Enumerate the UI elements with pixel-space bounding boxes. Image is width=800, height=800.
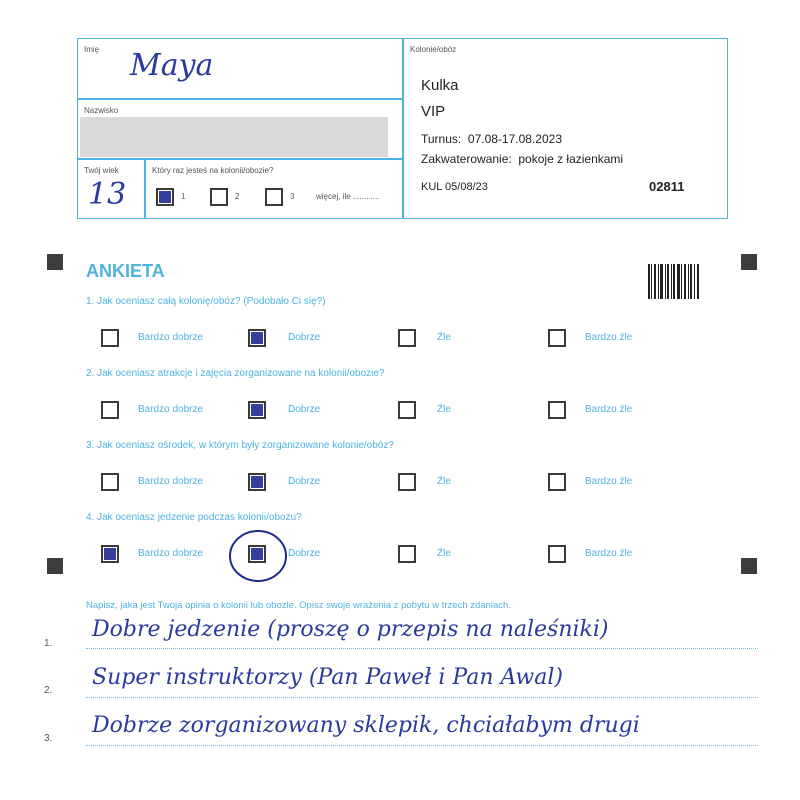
question-4-option-4-label: Bardzo źle bbox=[585, 548, 633, 559]
name-value: Maya bbox=[130, 48, 214, 83]
age-divider bbox=[144, 158, 146, 219]
question-4-option-1-label: Bardzo dobrze bbox=[138, 548, 204, 559]
opinion-prompt: Napisz, jaka jest Twoja opinia o kolonii lub obozie. Opisz swoje wrażenia z pobytu w trzech zdaniach. bbox=[86, 600, 511, 611]
question-2-checkbox-1[interactable] bbox=[101, 401, 119, 419]
name-label: Imię bbox=[84, 45, 100, 54]
opinion-line-number-1: 1. bbox=[44, 638, 53, 649]
form-number: 02811 bbox=[649, 179, 685, 194]
question-3-option-4-label: Bardzo źle bbox=[585, 476, 633, 487]
question-1-option-1-label: Bardzo dobrze bbox=[138, 332, 204, 343]
question-1-text: 1. Jak oceniasz całą kolonię/obóz? (Podobało Ci się?) bbox=[86, 296, 326, 307]
question-2-text: 2. Jak oceniasz atrakcje i zajęcia zorganizowane na kolonii/obozie? bbox=[86, 368, 385, 379]
question-2-option-4-label: Bardzo źle bbox=[585, 404, 633, 415]
question-3-option-2-label: Dobrze bbox=[288, 476, 321, 487]
question-1-checkbox-3[interactable] bbox=[398, 329, 416, 347]
question-3-checkbox-1[interactable] bbox=[101, 473, 119, 491]
question-1-option-4-label: Bardzo źle bbox=[585, 332, 633, 343]
question-3-option-1-label: Bardzo dobrze bbox=[138, 476, 204, 487]
camp-variant: VIP bbox=[421, 103, 446, 120]
opinion-line-number-3: 3. bbox=[44, 733, 53, 744]
question-2-option-1-label: Bardzo dobrze bbox=[138, 404, 204, 415]
times-option-3: 3 bbox=[290, 192, 295, 201]
question-2-option-3-label: Źle bbox=[437, 404, 451, 415]
surname-divider bbox=[77, 158, 403, 160]
opinion-line-2[interactable]: Super instruktorzy (Pan Paweł i Pan Awal) bbox=[92, 665, 563, 690]
opinion-rule-3 bbox=[86, 745, 758, 746]
question-2-checkbox-2[interactable] bbox=[248, 401, 266, 419]
question-3-text: 3. Jak oceniasz ośrodek, w którym były zorganizowane kolonie/obóz? bbox=[86, 440, 394, 451]
registration-marker-bottom-left bbox=[47, 558, 63, 574]
question-2-option-2-label: Dobrze bbox=[288, 404, 321, 415]
age-label: Twój wiek bbox=[84, 166, 119, 175]
question-3-checkbox-3[interactable] bbox=[398, 473, 416, 491]
barcode-icon bbox=[648, 264, 700, 299]
circle-annotation bbox=[224, 528, 290, 588]
surname-redaction bbox=[80, 117, 388, 157]
registration-marker-top-left bbox=[47, 254, 63, 270]
question-4-option-2-label: Dobrze bbox=[288, 548, 321, 559]
times-option-more: więcej, ile ............ bbox=[316, 192, 380, 201]
header-divider bbox=[402, 38, 404, 219]
question-3-option-3-label: Źle bbox=[437, 476, 451, 487]
survey-title: ANKIETA bbox=[86, 261, 165, 281]
question-2-checkbox-3[interactable] bbox=[398, 401, 416, 419]
age-value: 13 bbox=[88, 177, 127, 212]
times-checkbox-2[interactable] bbox=[210, 188, 228, 206]
question-3-checkbox-4[interactable] bbox=[548, 473, 566, 491]
question-1-checkbox-2[interactable] bbox=[248, 329, 266, 347]
question-1-checkbox-1[interactable] bbox=[101, 329, 119, 347]
times-option-2: 2 bbox=[235, 192, 240, 201]
surname-label: Nazwisko bbox=[84, 106, 119, 115]
question-4-option-3-label: Źle bbox=[437, 548, 451, 559]
opinion-rule-2 bbox=[86, 697, 758, 698]
registration-marker-bottom-right bbox=[741, 558, 757, 574]
name-divider bbox=[77, 98, 403, 100]
question-4-checkbox-1[interactable] bbox=[101, 545, 119, 563]
times-checkbox-3[interactable] bbox=[265, 188, 283, 206]
opinion-rule-1 bbox=[86, 648, 758, 649]
question-4-checkbox-3[interactable] bbox=[398, 545, 416, 563]
camp-label: Kolonie/obóz bbox=[410, 45, 457, 54]
question-4-checkbox-4[interactable] bbox=[548, 545, 566, 563]
which-time-label: Który raz jesteś na kolonii/obozie? bbox=[152, 166, 274, 175]
question-1-option-3-label: Źle bbox=[437, 332, 451, 343]
accommodation: Zakwaterowanie: pokoje z łazienkami bbox=[421, 152, 624, 166]
times-option-1: 1 bbox=[181, 192, 186, 201]
question-2-checkbox-4[interactable] bbox=[548, 401, 566, 419]
question-1-checkbox-4[interactable] bbox=[548, 329, 566, 347]
opinion-line-1[interactable]: Dobre jedzenie (proszę o przepis na naleśniki) bbox=[92, 617, 609, 642]
question-1-option-2-label: Dobrze bbox=[288, 332, 321, 343]
camp-code: KUL 05/08/23 bbox=[421, 181, 488, 193]
opinion-line-3[interactable]: Dobrze zorganizowany sklepik, chciałabym drugi bbox=[92, 713, 640, 738]
opinion-line-number-2: 2. bbox=[44, 685, 53, 696]
question-4-text: 4. Jak oceniasz jedzenie podczas kolonii/obozu? bbox=[86, 512, 302, 523]
camp-name: Kulka bbox=[421, 77, 459, 94]
registration-marker-top-right bbox=[741, 254, 757, 270]
times-checkbox-1[interactable] bbox=[156, 188, 174, 206]
question-3-checkbox-2[interactable] bbox=[248, 473, 266, 491]
turnus: Turnus: 07.08-17.08.2023 bbox=[421, 132, 562, 146]
